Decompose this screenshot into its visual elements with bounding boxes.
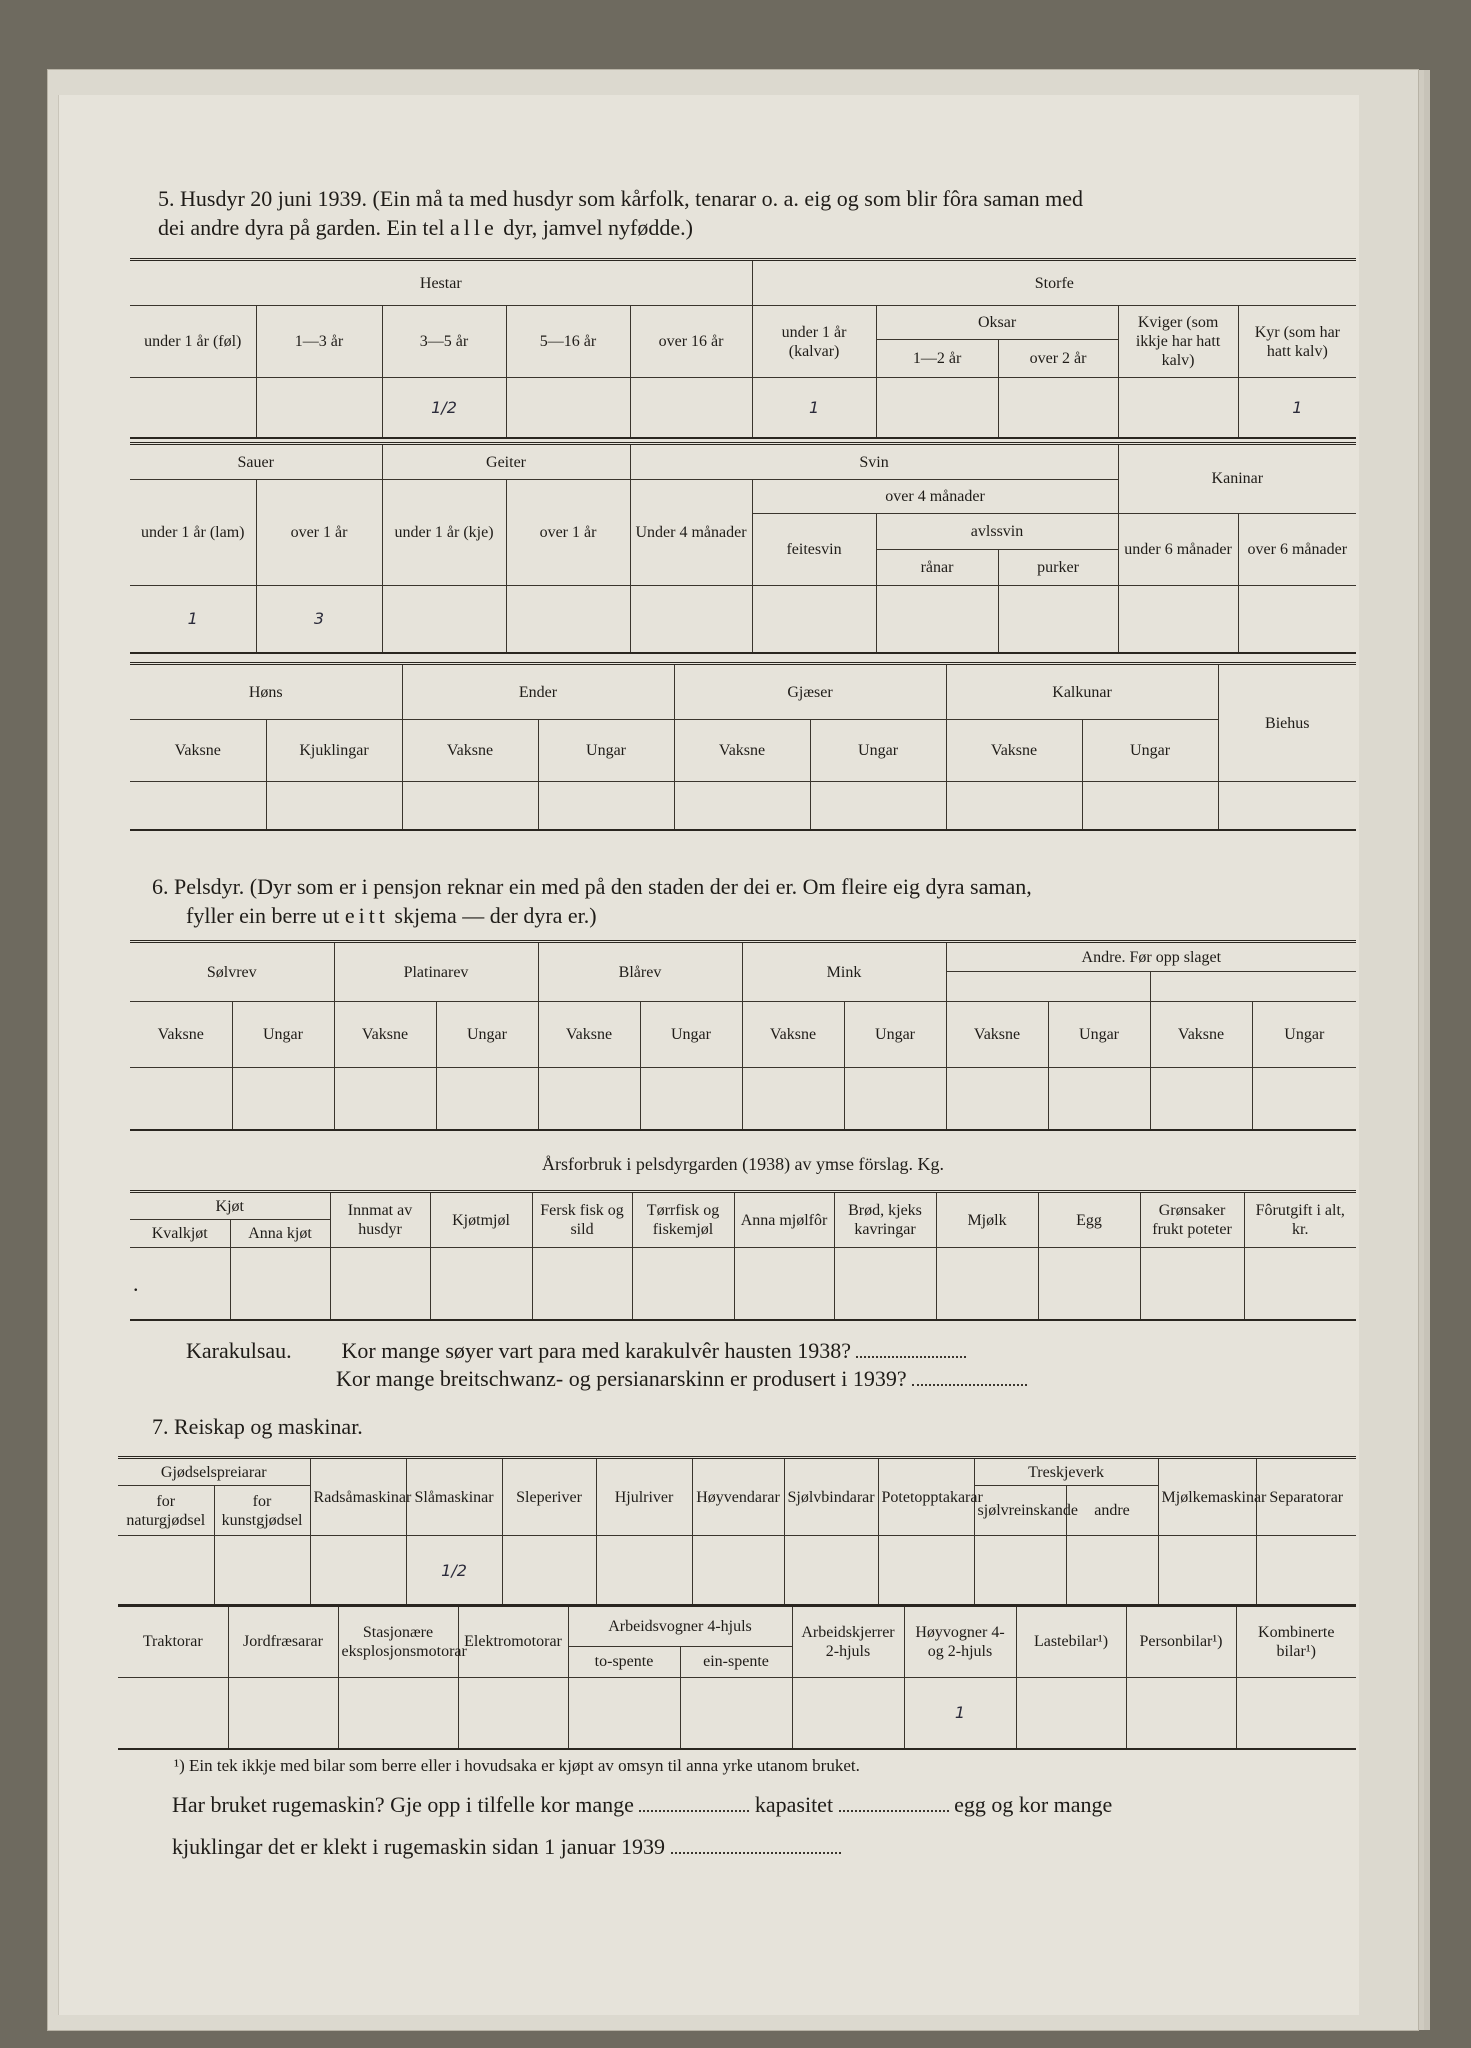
value-ranar[interactable] [876, 585, 998, 653]
col-ender-ungar: Ungar [538, 720, 674, 782]
value-cell[interactable] [844, 1068, 946, 1130]
value-cell[interactable] [1218, 782, 1356, 830]
group-kalkunar: Kalkunar [946, 664, 1218, 720]
section-5-line-1: 5. Husdyr 20 juni 1939. (Ein må ta med husdyr som kårfolk, tenarar o. a. eig og som blir fôra saman med [158, 186, 1084, 211]
col-mjolkemaskinar: Mjølkemaskinar [1158, 1458, 1256, 1536]
col-ranar: rånar [876, 549, 998, 585]
col-personbilar: Personbilar¹) [1126, 1606, 1236, 1678]
col-brod-kjeks: Brød, kjeks kavringar [834, 1192, 936, 1248]
col-vaksne: Vaksne [1150, 1002, 1252, 1068]
value-radsamaskinar[interactable] [310, 1536, 406, 1606]
incubator-q-part1: Har bruket rugemaskin? Gje opp i tilfelle kor mange [172, 1792, 634, 1817]
col-kjotmjol: Kjøtmjøl [430, 1192, 532, 1248]
col-anna-mjolfor: Anna mjølfôr [734, 1192, 834, 1248]
value-hest-under1[interactable] [130, 378, 256, 438]
col-hoyvendarar: Høyvendarar [692, 1458, 784, 1536]
group-hestar: Hestar [130, 260, 752, 306]
value-sjolvbindarar[interactable] [784, 1536, 878, 1606]
value-naturgjodsel[interactable] [118, 1536, 214, 1606]
value-kyr[interactable]: 1 [1238, 378, 1356, 438]
value-elektromotorar[interactable] [458, 1677, 568, 1749]
col-ungar: Ungar [640, 1002, 742, 1068]
value-oksar-1-2[interactable] [876, 378, 998, 438]
group-svin-over4: over 4 månader [752, 480, 1118, 514]
fur-animals-table [130, 940, 1356, 1131]
value-personbilar[interactable] [1126, 1677, 1236, 1749]
value-kombinerte-bilar[interactable] [1236, 1677, 1356, 1749]
andre-slag-2[interactable] [1150, 972, 1356, 1002]
karakul-question-2 [336, 1364, 1471, 1394]
col-traktorar: Traktorar [118, 1606, 228, 1678]
value-cell[interactable] [946, 782, 1082, 830]
karakul-label: Karakulsau. [186, 1338, 292, 1363]
karakul-q2-text: Kor mange breitschwanz- og persianarskinn er produsert i 1939? [336, 1366, 907, 1391]
group-hons: Høns [130, 664, 402, 720]
col-kyr: Kyr (som har hatt kalv) [1238, 306, 1356, 378]
value-cell[interactable] [1252, 1068, 1356, 1130]
col-naturgjodsel: for naturgjødsel [118, 1486, 214, 1536]
incubator-question [172, 1790, 1352, 1820]
value-cell[interactable] [1140, 1248, 1244, 1320]
group-arbeidsvogner: Arbeidsvogner 4-hjuls [568, 1606, 792, 1647]
group-treskjeverk: Treskjeverk [974, 1458, 1158, 1486]
value-feitesvin[interactable] [752, 585, 876, 653]
col-geit-over1: over 1 år [506, 480, 630, 586]
value-cell[interactable] [632, 1248, 734, 1320]
group-storfe: Storfe [752, 260, 1356, 306]
incubator-q-part3: egg og kor mange [954, 1792, 1113, 1817]
col-ungar: Ungar [1048, 1002, 1150, 1068]
value-ein-spente[interactable] [680, 1677, 792, 1749]
col-lastebilar: Lastebilar¹) [1016, 1606, 1126, 1678]
section-6-line-2a: fyller ein berre ut [186, 903, 345, 928]
col-vaksne: Vaksne [130, 1002, 232, 1068]
value-purker[interactable] [998, 585, 1118, 653]
karakul-question-1 [186, 1336, 1366, 1366]
karakul-q1-text: Kor mange søyer vart para med karakulvêr hausten 1938? [341, 1338, 851, 1363]
section-6-line-2b: eitt [344, 903, 389, 928]
feed-table-title: Årsforbruk i pelsdyrgarden (1938) av ymse förslag. Kg. [541, 1154, 945, 1174]
col-tresk-andre: andre [1066, 1486, 1158, 1536]
col-jordfraesarar: Jordfræsarar [228, 1606, 338, 1678]
col-kanin-under6: under 6 månader [1118, 513, 1238, 585]
value-cell[interactable] [402, 782, 538, 830]
value-cell[interactable] [1150, 1068, 1252, 1130]
value-cell[interactable] [538, 1068, 640, 1130]
value-cell[interactable] [810, 782, 946, 830]
group-sauer: Sauer [130, 444, 382, 480]
value-arbeidskjerrer[interactable] [792, 1677, 904, 1749]
col-sleperiver: Sleperiver [502, 1458, 596, 1536]
col-potetopptakarar: Potetopptakarar [878, 1458, 974, 1536]
group-solvrev: Sølvrev [130, 942, 334, 1002]
col-vaksne: Vaksne [334, 1002, 436, 1068]
group-avlssvin: avlssvin [876, 513, 1118, 549]
col-ender-vaksne: Vaksne [402, 720, 538, 782]
col-ungar: Ungar [232, 1002, 334, 1068]
value-kje[interactable] [382, 585, 506, 653]
livestock-table-sheep-goats-pigs-rabbits [130, 442, 1356, 654]
incubator-count-answer[interactable] [639, 1810, 749, 1812]
col-gronsaker: Grønsaker frukt poteter [1140, 1192, 1244, 1248]
section-5-line-2a: dei andre dyra på garden. Ein tel [158, 215, 450, 240]
col-oksar-over2: over 2 år [998, 340, 1118, 378]
value-cell[interactable] [1038, 1248, 1140, 1320]
col-anna-kjot: Anna kjøt [230, 1220, 330, 1248]
col-hjulriver: Hjulriver [596, 1458, 692, 1536]
col-vaksne: Vaksne [946, 1002, 1048, 1068]
col-gjaeser-ungar: Ungar [810, 720, 946, 782]
section-6-line-2c: skjema — der dyra er.) [388, 903, 597, 928]
col-kunstgjodsel: for kunstgjødsel [214, 1486, 310, 1536]
col-radsamaskinar: Radsåmaskinar [310, 1458, 406, 1536]
value-kanin-under6[interactable] [1118, 585, 1238, 653]
group-blarev: Blårev [538, 942, 742, 1002]
section-6-line-2 [152, 901, 1358, 930]
col-sjolvbindarar: Sjølvbindarar [784, 1458, 878, 1536]
col-egg: Egg [1038, 1192, 1140, 1248]
section-6-line-1: 6. Pelsdyr. (Dyr som er i pensjon reknar ein med på den staden der dei er. Om fleire eig dyra saman, [152, 874, 1032, 899]
value-svin-under4[interactable] [630, 585, 752, 653]
incubator-chicks-answer[interactable] [671, 1852, 841, 1854]
group-kaninar: Kaninar [1118, 444, 1356, 514]
livestock-table-horses-cattle [130, 258, 1356, 439]
value-kalvar[interactable]: 1 [752, 378, 876, 438]
col-ungar: Ungar [844, 1002, 946, 1068]
value-kunstgjodsel[interactable] [214, 1536, 310, 1606]
section-5-line-2c: dyr, jamvel nyfødde.) [497, 215, 693, 240]
col-hest-over16: over 16 år [630, 306, 752, 378]
incubator-question-2 [172, 1832, 1352, 1862]
group-gjodselspreiarar: Gjødselspreiarar [118, 1458, 310, 1486]
col-biehus: Biehus [1218, 664, 1356, 782]
col-ein-spente: ein-spente [680, 1647, 792, 1678]
value-cell[interactable] [834, 1248, 936, 1320]
value-cell[interactable] [330, 1248, 430, 1320]
andre-slag-1[interactable] [946, 972, 1150, 1002]
value-cell[interactable] [674, 782, 810, 830]
col-mjolk: Mjølk [936, 1192, 1038, 1248]
value-geit-over1[interactable] [506, 585, 630, 653]
value-sjolvreinskande[interactable] [974, 1536, 1066, 1606]
group-geiter: Geiter [382, 444, 630, 480]
value-cell[interactable] [232, 1068, 334, 1130]
section-5-line-2 [158, 213, 1358, 242]
feed-consumption-table [130, 1190, 1356, 1321]
value-sleperiver[interactable] [502, 1536, 596, 1606]
value-hest-5-16[interactable] [506, 378, 630, 438]
group-gjaeser: Gjæser [674, 664, 946, 720]
value-lastebilar[interactable] [1016, 1677, 1126, 1749]
value-cell[interactable] [230, 1248, 330, 1320]
col-fersk-fisk: Fersk fisk og sild [532, 1192, 632, 1248]
vehicles-table [118, 1604, 1356, 1750]
value-sau-over1[interactable]: 3 [256, 585, 382, 653]
value-cell[interactable] [936, 1248, 1038, 1320]
value-traktorar[interactable] [118, 1677, 228, 1749]
col-svin-under4: Under 4 månader [630, 480, 752, 586]
value-cell[interactable] [1048, 1068, 1150, 1130]
footnote: ¹) Ein tek ikkje med bilar som berre eller i hovudsaka er kjøpt av omsyn til anna yrke utanom bruket. [174, 1756, 860, 1775]
group-oksar: Oksar [876, 306, 1118, 340]
col-slamaskinar: Slåmaskinar [406, 1458, 502, 1536]
value-kanin-over6[interactable] [1238, 585, 1356, 653]
value-cell[interactable] [130, 782, 266, 830]
value-cell[interactable] [734, 1248, 834, 1320]
value-separatorar[interactable] [1256, 1536, 1356, 1606]
col-kalvar: under 1 år (kalvar) [752, 306, 876, 378]
value-mjolkemaskinar[interactable] [1158, 1536, 1256, 1606]
value-hest-1-3[interactable] [256, 378, 382, 438]
col-innmat: Innmat av husdyr [330, 1192, 430, 1248]
value-hest-over16[interactable] [630, 378, 752, 438]
col-lam: under 1 år (lam) [130, 480, 256, 586]
value-cell[interactable] [1082, 782, 1218, 830]
value-cell[interactable] [946, 1068, 1048, 1130]
group-svin: Svin [630, 444, 1118, 480]
col-kje: under 1 år (kje) [382, 480, 506, 586]
col-separatorar: Separatorar [1256, 1458, 1356, 1536]
value-cell[interactable] [334, 1068, 436, 1130]
value-cell[interactable] [742, 1068, 844, 1130]
col-kanin-over6: over 6 månader [1238, 513, 1356, 585]
karakul-q2-answer[interactable] [912, 1384, 1027, 1386]
col-kalkun-vaksne: Vaksne [946, 720, 1082, 782]
value-kviger[interactable] [1118, 378, 1238, 438]
col-sjolvreinskande: sjølvreinskande [974, 1486, 1066, 1536]
value-cell[interactable] [1244, 1248, 1356, 1320]
col-vaksne: Vaksne [742, 1002, 844, 1068]
value-jordfraesarar[interactable] [228, 1677, 338, 1749]
group-platinarev: Platinarev [334, 942, 538, 1002]
value-hoyvendarar[interactable] [692, 1536, 784, 1606]
col-forutgift: Fôrutgift i alt, kr. [1244, 1192, 1356, 1248]
group-ender: Ender [402, 664, 674, 720]
value-cell[interactable] [430, 1248, 532, 1320]
col-hoyvogner: Høyvogner 4- og 2-hjuls [904, 1606, 1016, 1678]
col-hest-5-16: 5—16 år [506, 306, 630, 378]
value-slamaskinar[interactable]: 1/2 [406, 1536, 502, 1606]
incubator-capacity-answer[interactable] [839, 1810, 949, 1812]
section-7-heading [152, 1412, 1422, 1441]
value-hoyvogner[interactable]: 1 [904, 1677, 1016, 1749]
value-to-spente[interactable] [568, 1677, 680, 1749]
value-hest-3-5[interactable]: 1/2 [382, 378, 506, 438]
value-stasjonaere-motorar[interactable] [338, 1677, 458, 1749]
col-kviger: Kviger (som ikkje har hatt kalv) [1118, 306, 1238, 378]
section-6-heading [152, 872, 1358, 930]
section-5-heading [158, 184, 1358, 242]
value-tresk-andre[interactable] [1066, 1536, 1158, 1606]
col-torrfisk: Tørrfisk og fiskemjøl [632, 1192, 734, 1248]
col-to-spente: to-spente [568, 1647, 680, 1678]
value-lam[interactable]: 1 [130, 585, 256, 653]
value-cell[interactable] [130, 1068, 232, 1130]
section-7-title: 7. Reiskap og maskinar. [152, 1414, 363, 1439]
group-mink: Mink [742, 942, 946, 1002]
karakul-q1-answer[interactable] [856, 1356, 966, 1358]
col-ungar: Ungar [1252, 1002, 1356, 1068]
section-5-line-2b: alle [449, 215, 498, 240]
incubator-q-part2: kapasitet [754, 1792, 834, 1817]
value-cell[interactable] [640, 1068, 742, 1130]
col-hest-under1: under 1 år (føl) [130, 306, 256, 378]
col-hest-1-3: 1—3 år [256, 306, 382, 378]
poultry-table [130, 662, 1356, 831]
value-cell[interactable] [532, 1248, 632, 1320]
col-gjaeser-vaksne: Vaksne [674, 720, 810, 782]
col-purker: purker [998, 549, 1118, 585]
value-hjulriver[interactable] [596, 1536, 692, 1606]
value-cell[interactable] [538, 782, 674, 830]
col-vaksne: Vaksne [538, 1002, 640, 1068]
implements-table [118, 1456, 1356, 1607]
value-potetopptakarar[interactable] [878, 1536, 974, 1606]
group-andre: Andre. Før opp slaget [946, 942, 1356, 972]
group-kjot: Kjøt [130, 1192, 330, 1220]
col-stasjonaere-motorar: Stasjonære eksplosjonsmotorar [338, 1606, 458, 1678]
col-kombinerte-bilar: Kombinerte bilar¹) [1236, 1606, 1356, 1678]
col-feitesvin: feitesvin [752, 513, 876, 585]
value-oksar-over2[interactable] [998, 378, 1118, 438]
col-hons-kjuklingar: Kjuklingar [266, 720, 402, 782]
incubator-q-part4: kjuklingar det er klekt i rugemaskin sidan 1 januar 1939 [172, 1834, 666, 1859]
col-ungar: Ungar [436, 1002, 538, 1068]
col-sau-over1: over 1 år [256, 480, 382, 586]
col-oksar-1-2: 1—2 år [876, 340, 998, 378]
col-elektromotorar: Elektromotorar [458, 1606, 568, 1678]
col-kvalkjot: Kvalkjøt [130, 1220, 230, 1248]
col-kalkun-ungar: Ungar [1082, 720, 1218, 782]
col-hons-vaksne: Vaksne [130, 720, 266, 782]
col-arbeidskjerrer: Arbeidskjerrer 2-hjuls [792, 1606, 904, 1678]
value-cell[interactable] [436, 1068, 538, 1130]
value-cell[interactable] [266, 782, 402, 830]
value-kvalkjot[interactable]: . [130, 1248, 230, 1320]
col-hest-3-5: 3—5 år [382, 306, 506, 378]
